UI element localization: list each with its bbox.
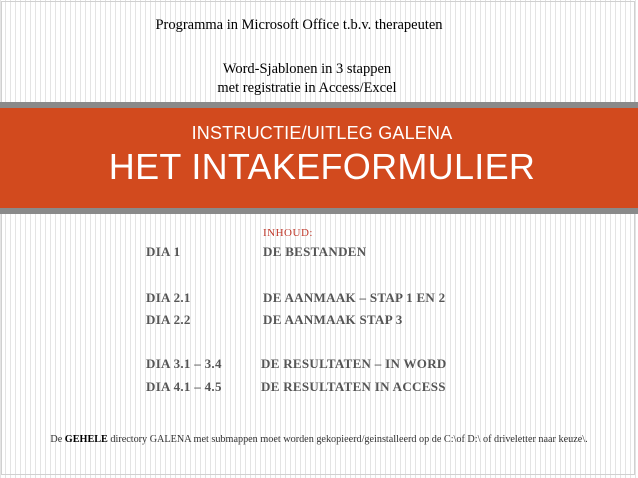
header-line-registration: met registratie in Access/Excel xyxy=(217,80,397,96)
page-title: HET INTAKEFORMULIER xyxy=(108,146,536,187)
banner-subtitle: INSTRUCTIE/UITLEG GALENA xyxy=(191,123,453,143)
toc-topic-5: DE RESULTATEN IN ACCESS xyxy=(261,379,446,394)
footer-emphasis: GEHELE xyxy=(64,434,108,445)
banner-bottom-band xyxy=(0,208,638,214)
toc-topic-1: DE BESTANDEN xyxy=(263,244,367,259)
toc-slide-3: DIA 2.2 xyxy=(146,312,191,327)
header-line-templates: Word-Sjablonen in 3 stappen xyxy=(222,61,392,77)
toc-slide-1: DIA 1 xyxy=(146,244,181,259)
footer-note: De GEHELE directory GALENA met submappen moet worden gekopieerd/geinstalleerd op de C:\of D:\ of driveletter naar keuze\. xyxy=(50,434,588,445)
toc-topic-2: DE AANMAAK – STAP 1 EN 2 xyxy=(263,290,446,305)
toc-slide-2: DIA 2.1 xyxy=(146,290,191,305)
toc-topic-3: DE AANMAAK STAP 3 xyxy=(263,312,403,327)
toc-slide-4: DIA 3.1 – 3.4 xyxy=(146,356,222,371)
header-line-program: Programma in Microsoft Office t.b.v. therapeuten xyxy=(155,17,443,33)
toc-slide-5: DIA 4.1 – 4.5 xyxy=(146,379,222,394)
toc-heading: INHOUD: xyxy=(263,227,313,239)
toc-topic-4: DE RESULTATEN – IN WORD xyxy=(261,356,447,371)
